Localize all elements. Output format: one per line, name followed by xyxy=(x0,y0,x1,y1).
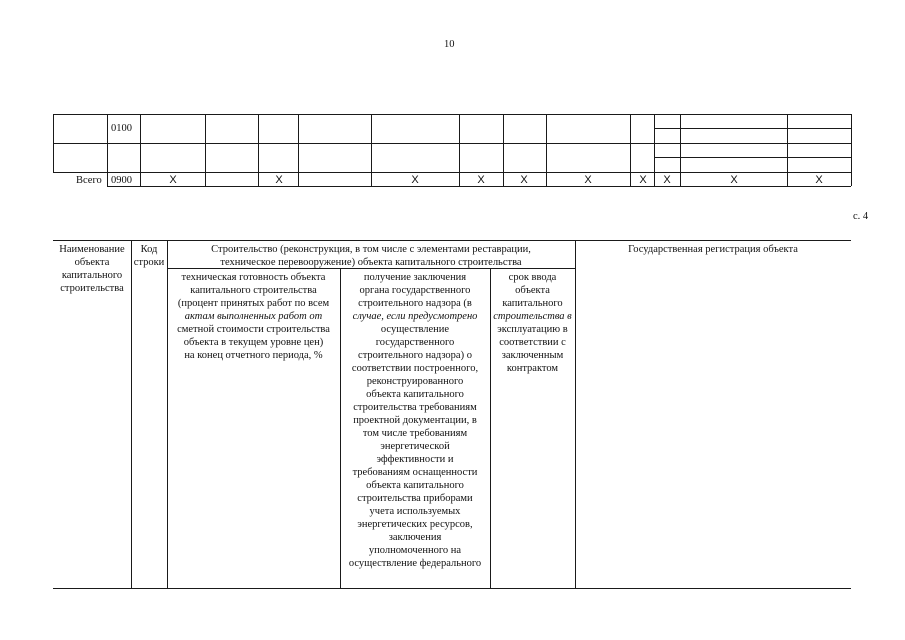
top-table-vline xyxy=(298,114,299,186)
commissioning-line: срок ввода xyxy=(508,272,557,283)
conclusion-line: эффективности и xyxy=(376,454,454,465)
row-code: 0100 xyxy=(111,123,132,134)
conclusion-line: реконструированного xyxy=(366,376,464,387)
x-mark: X xyxy=(730,174,738,186)
x-mark: X xyxy=(169,174,177,186)
top-table-subline-1 xyxy=(654,128,851,129)
col-code-header-line: Код xyxy=(140,244,158,255)
conclusion-line: требованиям оснащенности xyxy=(352,467,478,478)
col-code-header-line: строки xyxy=(133,257,165,268)
conclusion-line: строительства требованиям xyxy=(353,402,477,413)
construction-header xyxy=(167,243,575,269)
readiness-line: на конец отчетного периода, % xyxy=(184,350,323,361)
conclusion-line: заключения xyxy=(388,532,442,543)
col-name-header-line: строительства xyxy=(60,283,124,294)
top-table-vline xyxy=(53,114,54,172)
readiness-line: (процент принятых работ по всем xyxy=(177,298,330,309)
col-name-header xyxy=(53,243,131,295)
top-table-vline xyxy=(205,114,206,186)
top-table-vline xyxy=(630,114,631,186)
commissioning-line: контрактом xyxy=(506,363,559,374)
col-name-header-line: капитального xyxy=(61,270,123,281)
bottom-table-vline xyxy=(131,240,132,588)
conclusion-line: объекта капитального xyxy=(366,480,464,491)
top-table-vline xyxy=(371,114,372,186)
readiness-line: техническая готовность объекта xyxy=(181,272,326,283)
top-table-vline xyxy=(654,114,655,186)
conclusion-line: строительства приборами xyxy=(357,493,473,504)
top-table-line-mid xyxy=(53,143,851,144)
top-table-line-top xyxy=(53,114,851,115)
commissioning-line: строительства в xyxy=(493,311,572,322)
conclusion-line: энергетической xyxy=(380,441,450,452)
construction-header-line: Строительство (реконструкция, в том числе с элементами реставрации, xyxy=(211,244,531,255)
top-table-vline xyxy=(140,114,141,186)
total-row-code: 0900 xyxy=(111,175,132,186)
conclusion-line: получение заключения xyxy=(363,272,467,283)
top-table-vline xyxy=(258,114,259,186)
top-table-vline xyxy=(459,114,460,186)
conclusion-line: учета используемых xyxy=(369,506,461,517)
readiness-line: объекта в текущем уровне цен) xyxy=(183,337,324,348)
readiness-line: актам выполненных работ от xyxy=(184,311,323,322)
commissioning-subheader xyxy=(490,271,575,375)
readiness-line: капитального строительства xyxy=(190,285,317,296)
conclusion-line: государственного xyxy=(375,337,455,348)
commissioning-line: объекта xyxy=(515,285,550,296)
conclusion-line: уполномоченного на xyxy=(368,545,462,556)
conclusion-line: проектной документации, в xyxy=(353,415,477,426)
section-label: с. 4 xyxy=(853,211,869,222)
readiness-line: сметной стоимости строительства xyxy=(177,324,330,335)
top-table-subline-2 xyxy=(654,157,851,158)
conclusion-line: соответствии построенного, xyxy=(351,363,479,374)
top-table-line-row2 xyxy=(53,172,851,173)
conclusion-subheader xyxy=(340,271,490,570)
x-mark: X xyxy=(584,174,592,186)
conclusion-line: осуществление xyxy=(380,324,450,335)
conclusion-line: том числе требованиям xyxy=(362,428,468,439)
conclusion-line: строительного надзора) о xyxy=(358,350,472,361)
top-table-vline xyxy=(107,114,108,186)
readiness-subheader xyxy=(167,271,340,362)
commissioning-line: капитального xyxy=(502,298,563,309)
bottom-table-vline xyxy=(575,240,576,588)
col-code-header xyxy=(131,243,167,269)
x-mark: X xyxy=(520,174,528,186)
x-mark: X xyxy=(411,174,419,186)
col-name-header-line: объекта xyxy=(74,257,110,268)
top-table-vline xyxy=(546,114,547,186)
construction-header-line: техническое перевооружение) объекта капитального строительства xyxy=(220,257,522,268)
x-mark: X xyxy=(815,174,823,186)
registration-header: Государственная регистрация объекта xyxy=(628,244,798,255)
top-table-vline xyxy=(503,114,504,186)
x-mark: X xyxy=(477,174,485,186)
bottom-table-line-bottom xyxy=(53,588,851,589)
page-number: 10 xyxy=(444,39,455,50)
conclusion-line: строительного надзора (в xyxy=(358,298,472,309)
conclusion-line: осуществление федерального xyxy=(348,558,482,569)
commissioning-line: соответствии с xyxy=(499,337,566,348)
conclusion-line: энергетических ресурсов, xyxy=(357,519,473,530)
x-mark: X xyxy=(663,174,671,186)
total-label: Всего xyxy=(76,175,102,186)
x-mark: X xyxy=(639,174,647,186)
top-table-vline xyxy=(680,114,681,186)
commissioning-line: эксплуатацию в xyxy=(497,324,568,335)
top-table-vline xyxy=(851,114,852,186)
x-mark: X xyxy=(275,174,283,186)
bottom-table-line-top xyxy=(53,240,851,241)
conclusion-line: органа государственного xyxy=(359,285,471,296)
conclusion-line: случае, если предусмотрено xyxy=(352,311,478,322)
top-table-vline xyxy=(787,114,788,186)
commissioning-line: заключенным xyxy=(501,350,564,361)
col-name-header-line: Наименование xyxy=(59,244,125,255)
conclusion-line: объекта капитального xyxy=(366,389,464,400)
